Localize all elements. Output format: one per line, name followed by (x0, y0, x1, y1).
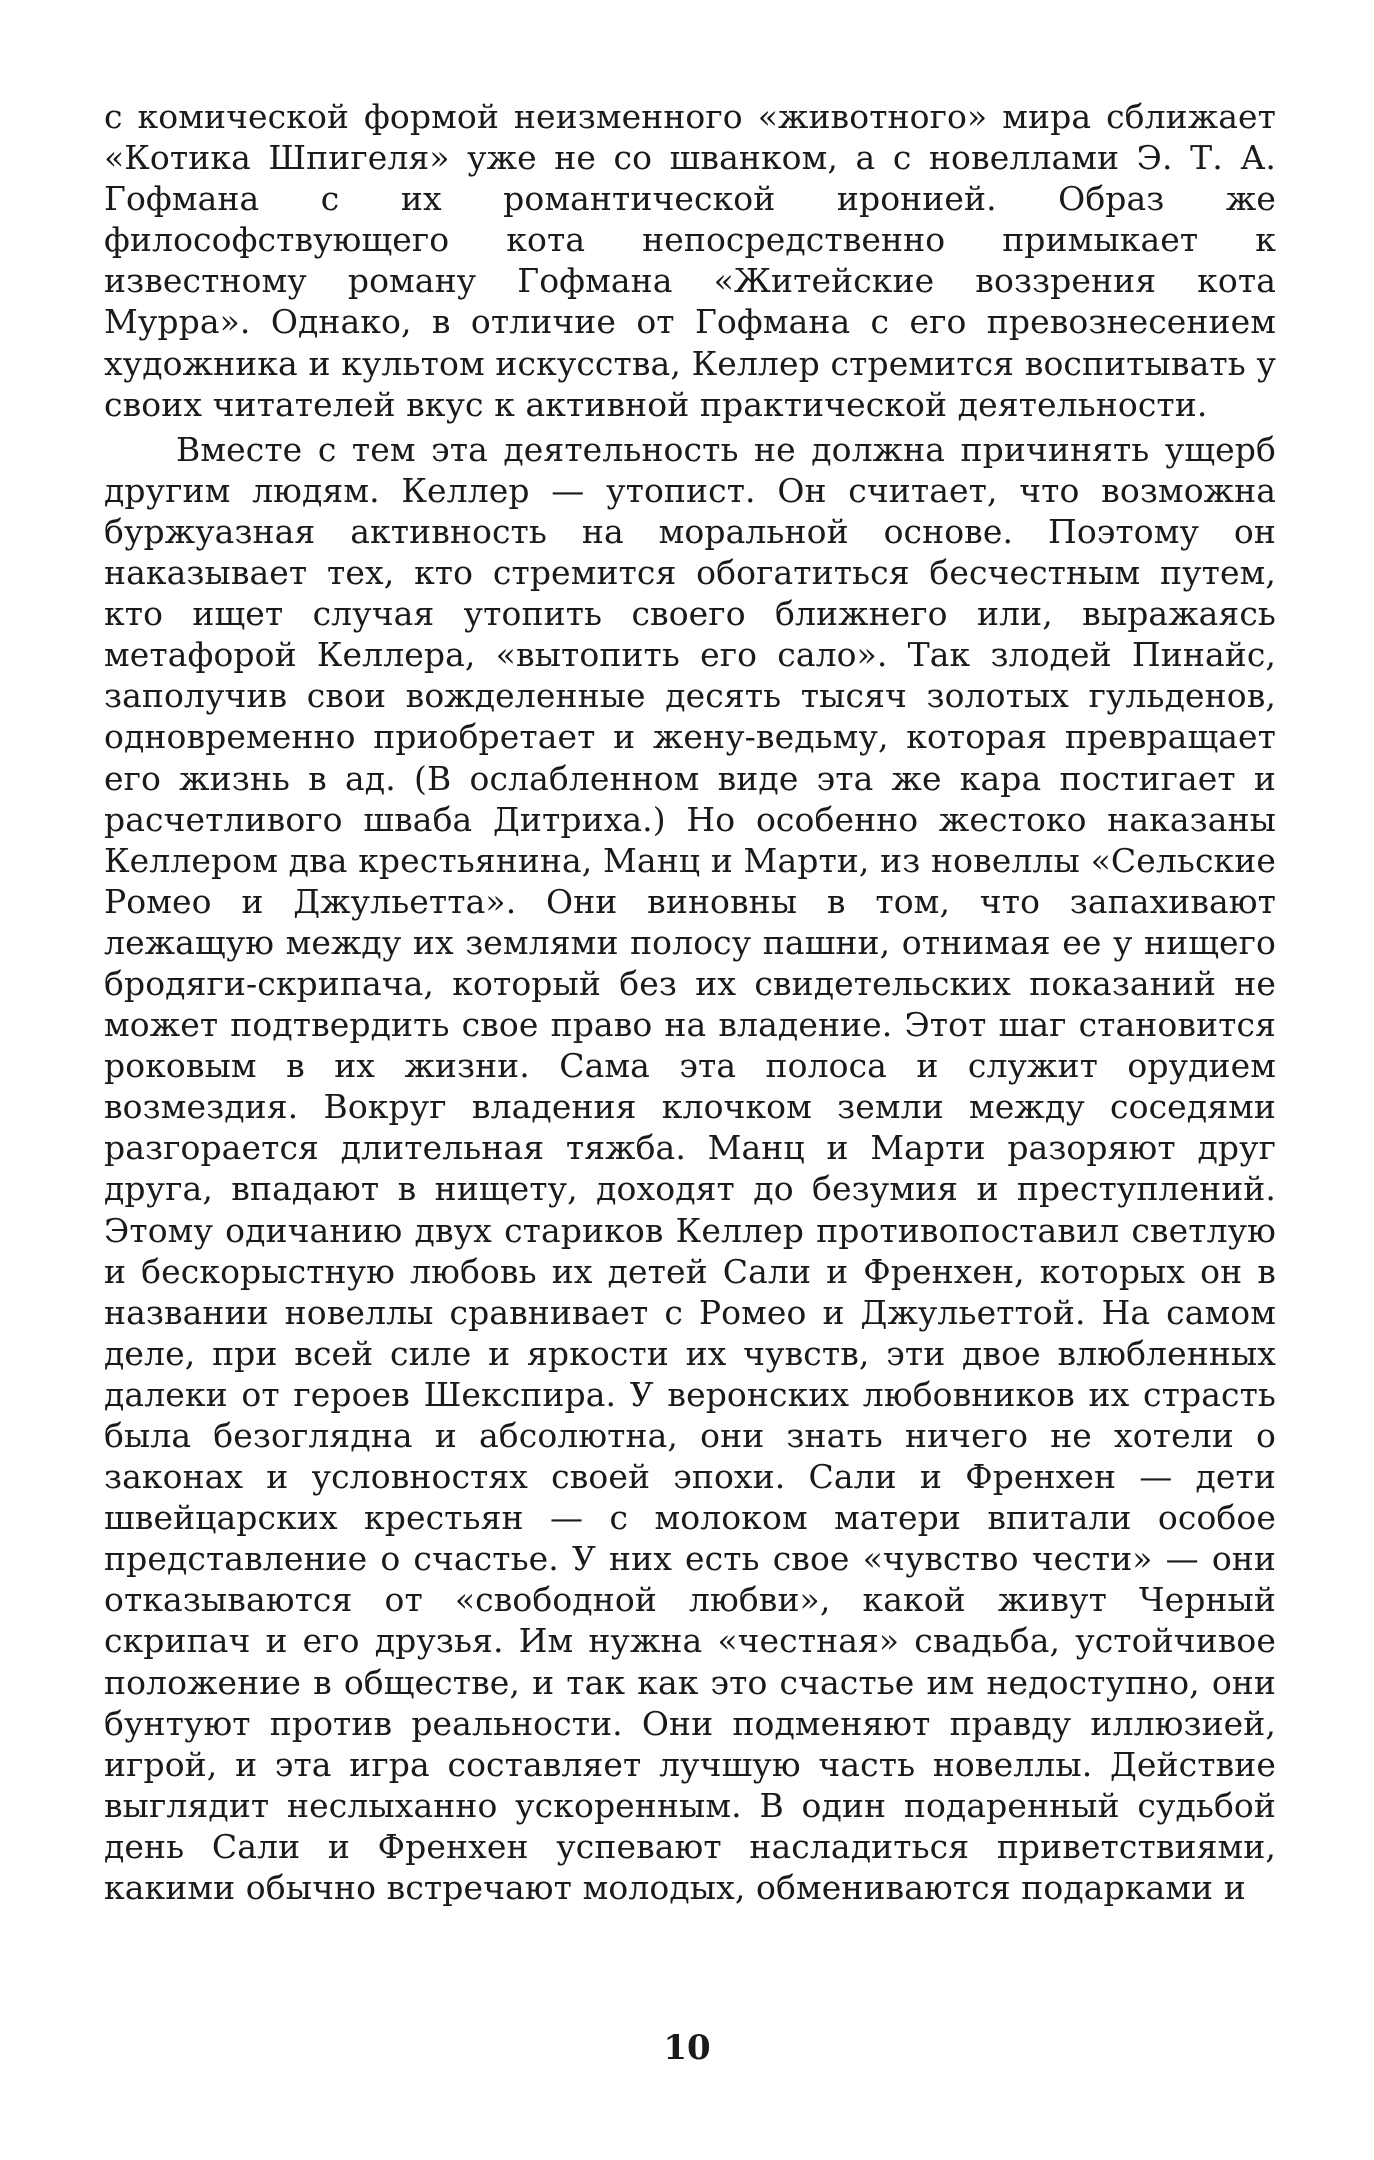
paragraph-1: с комической формой неизменного «животного» мира сближает «Котика Шпигеля» уже не со шванком, а с новеллами Э. Т. А. Гофмана с их романтической иронией. Образ же философствующего кота непосредственно примыкает к известному роману Гофмана «Житейские воззрения кота Мурра». Однако, в отличие от Гофмана с его превознесением художника и культом искусства, Келлер стремится воспитывать у своих читателей вкус к активной практической деятельности. (104, 97, 1276, 424)
paragraph-2: Вместе с тем эта деятельность не должна причинять ущерб другим людям. Келлер — утопист. Он считает, что возможна буржуазная активность на моральной основе. Поэтому он наказывает тех, кто стремится обогатиться бесчестным путем, кто ищет случая утопить своего ближнего или, выражаясь метафорой Келлера, «вытопить его сало». Так злодей Пинайс, заполучив свои вожделенные десять тысяч золотых гульденов, одновременно приобретает и жену-ведьму, которая превращает его жизнь в ад. (В ослабленном виде эта же кара постигает и расчетливого шваба Дитриха.) Но особенно жестоко наказаны Келлером два крестьянина, Манц и Марти, из новеллы «Сельские Ромео и Джульетта». Они виновны в том, что запахивают лежащую между их землями полосу пашни, отнимая ее у нищего бродяги-скрипача, который без их свидетельских показаний не может подтвердить свое право на владение. Этот шаг становится роковым в их жизни. Сама эта полоса и служит орудием возмездия. Вокруг владения клочком земли между соседями разгорается длительная тяжба. Манц и Марти разоряют друг друга, впадают в нищету, доходят до безумия и преступлений. Этому одичанию двух стариков Келлер противопоставил светлую и бескорыстную любовь их детей Сали и Френхен, которых он в названии новеллы сравнивает с Ромео и Джульеттой. На самом деле, при всей силе и яркости их чувств, эти двое влюбленных далеки от героев Шекспира. У веронских любовников их страсть была безоглядна и абсолютна, они знать ничего не хотели о законах и условностях своей эпохи. Сали и Френхен — дети швейцарских крестьян — с молоком матери впитали особое представление о счастье. У них есть свое «чувство чести» — они отказываются от «свободной любви», какой живут Черный скрипач и его друзья. Им нужна «честная» свадьба, устойчивое положение в обществе, и так как это счастье им недоступно, они бунтуют против реальности. Они подменяют правду иллюзией, игрой, и эта игра составляет лучшую часть новеллы. Действие выглядит неслыханно ускоренным. В один подаренный судьбой день Сали и Френхен успевают насладиться приветствиями, какими обычно встречают молодых, обмениваются подарками и (104, 429, 1276, 1908)
page-number: 10 (663, 2028, 711, 2068)
page-body (104, 96, 1276, 1908)
